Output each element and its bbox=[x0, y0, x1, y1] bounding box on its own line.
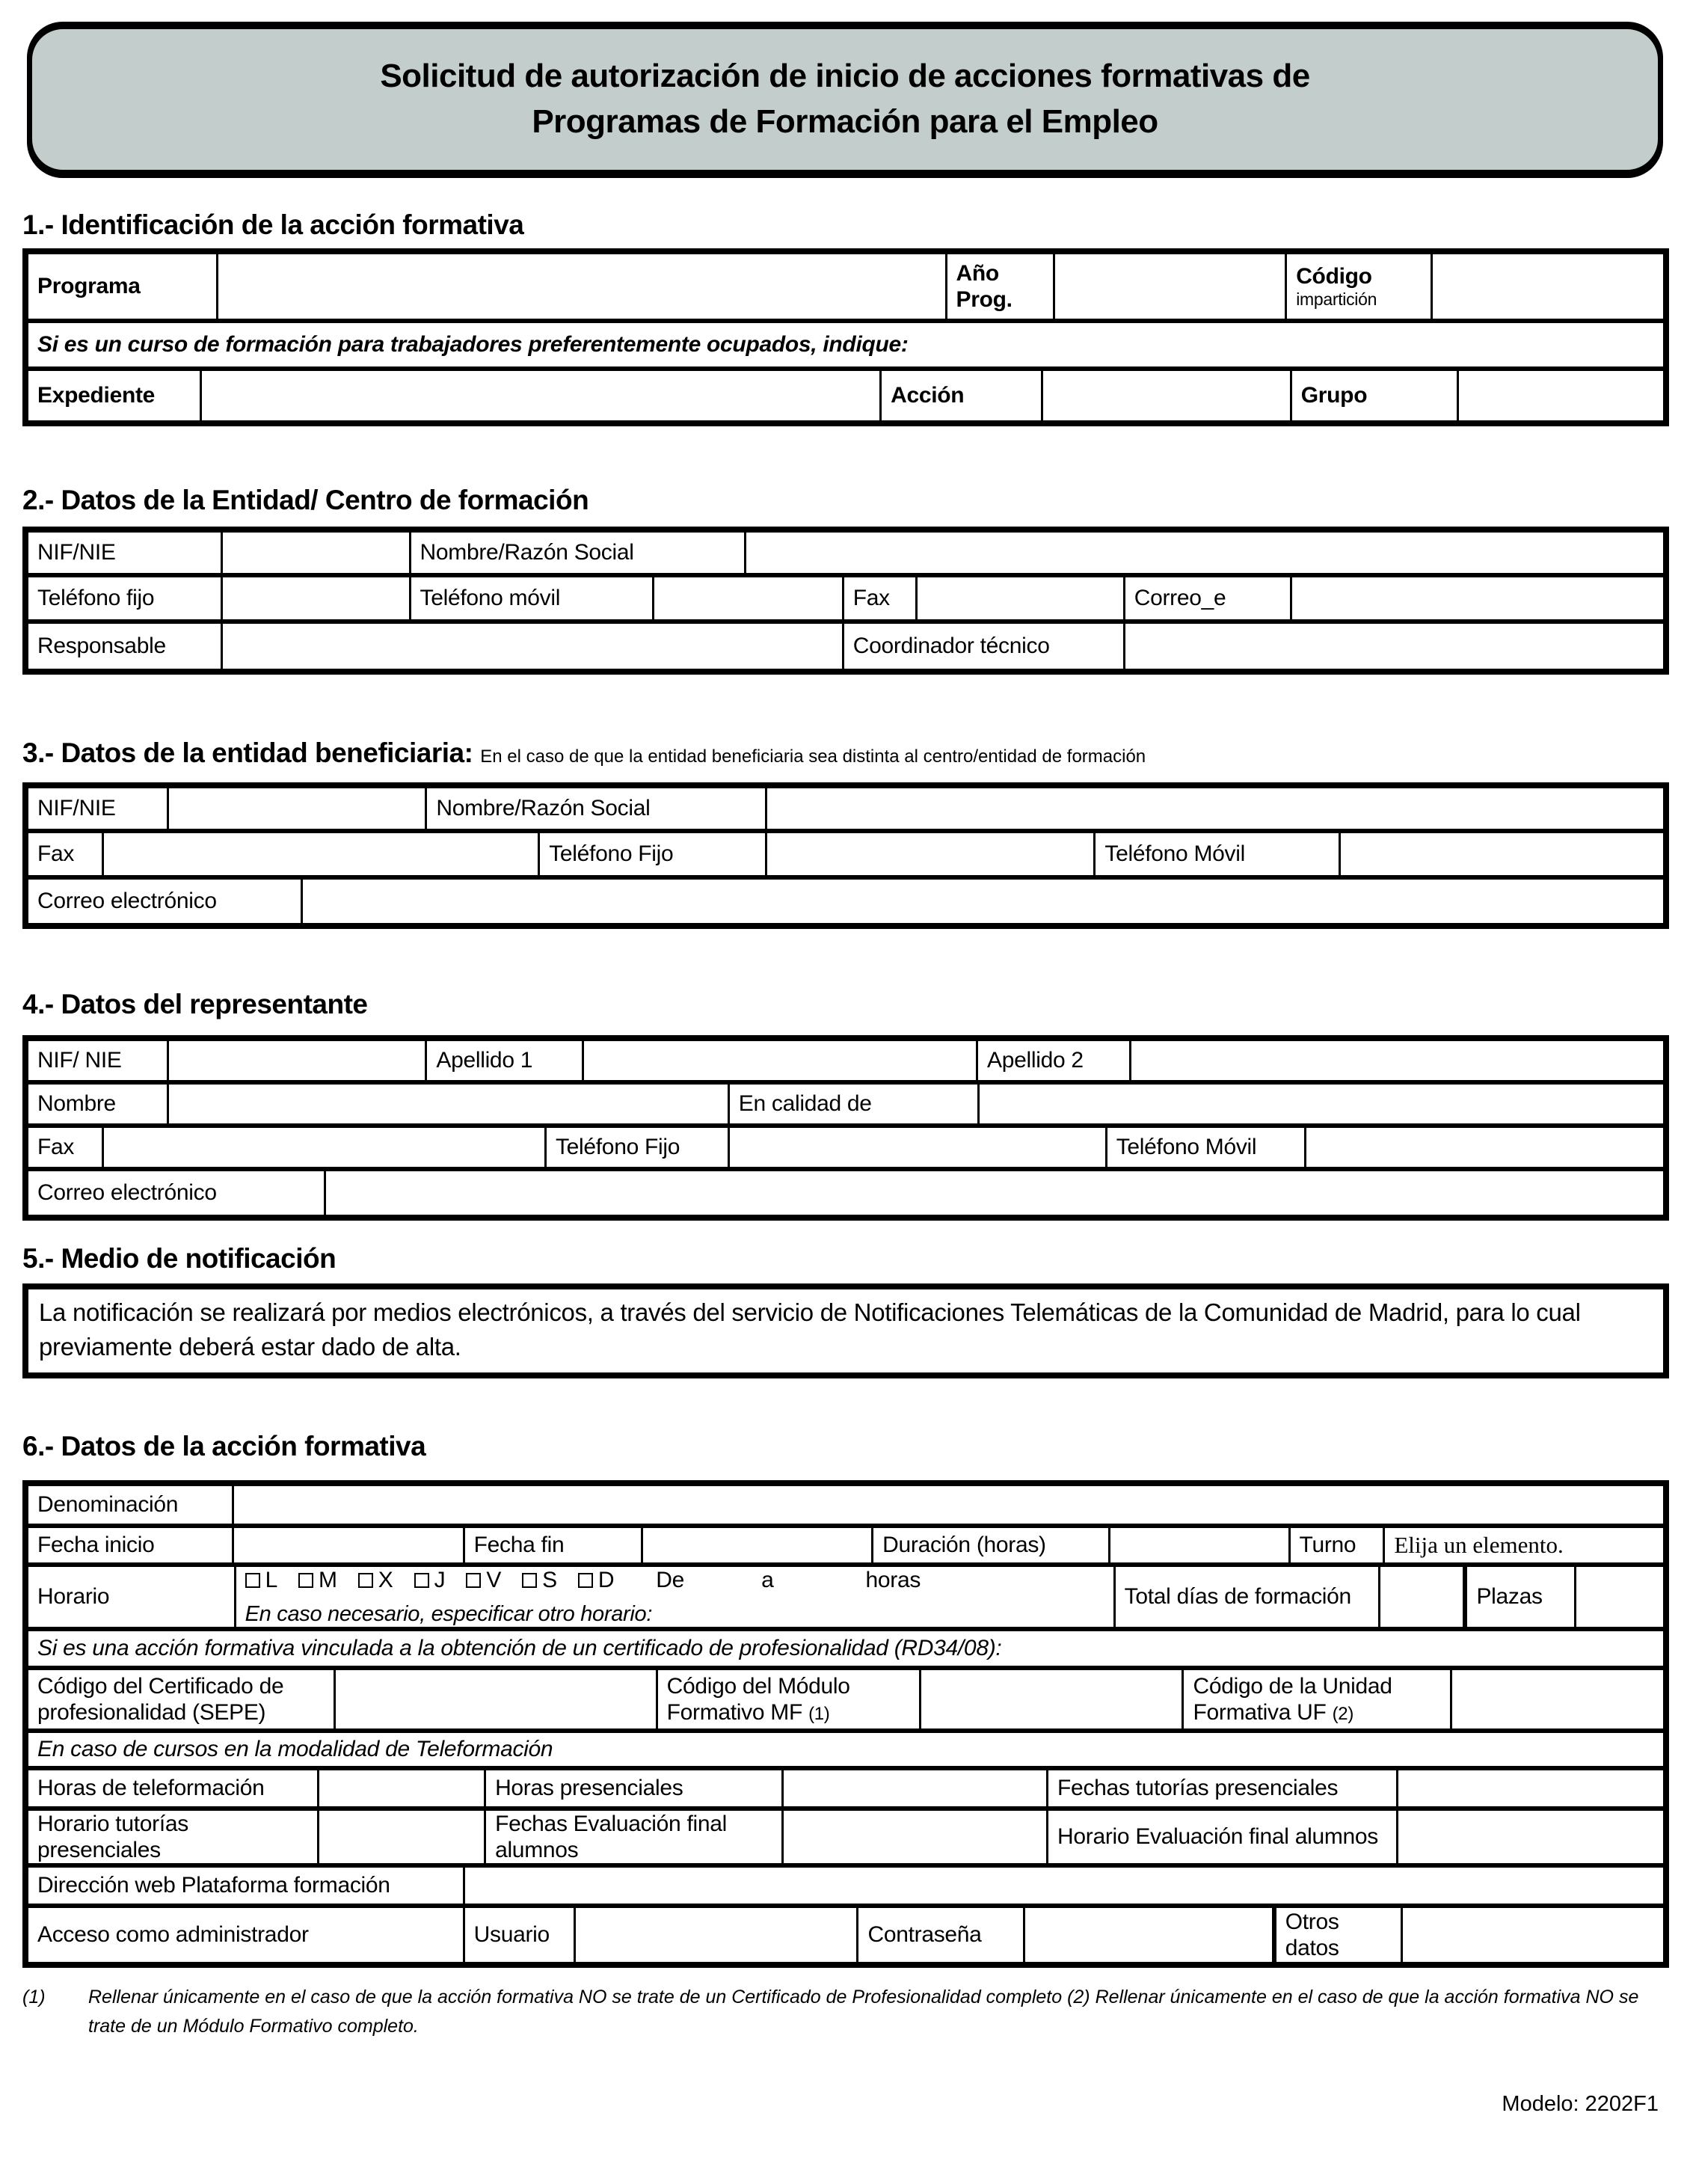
horario-tutorias-field[interactable] bbox=[319, 1811, 486, 1863]
section4-heading: 4.- Datos del representante bbox=[22, 989, 368, 1019]
usuario-field[interactable] bbox=[576, 1908, 858, 1962]
section4-table bbox=[22, 1035, 1669, 1221]
anio-prog-field[interactable] bbox=[1055, 254, 1287, 319]
hora-a-label: a bbox=[761, 1568, 774, 1593]
responsable-label: Responsable bbox=[28, 624, 223, 669]
section3-table bbox=[22, 782, 1669, 929]
fecha-inicio-field[interactable] bbox=[234, 1528, 464, 1562]
section2-heading: 2.- Datos de la Entidad/ Centro de formación bbox=[22, 485, 589, 515]
beneficiaria-fax-field[interactable] bbox=[104, 833, 541, 875]
section6-table bbox=[22, 1480, 1669, 1968]
table-row bbox=[28, 371, 1663, 420]
fechas-tutorias-field[interactable] bbox=[1398, 1770, 1663, 1806]
calidad-label: En calidad de bbox=[730, 1085, 980, 1123]
notification-notice-box: La notificación se realizará por medios electrónicos, a través del servicio de Notificaciones Telemáticas de la Comunidad de Madrid, para lo cual previamente deberá estar dado de alta. bbox=[22, 1283, 1669, 1378]
expediente-field[interactable] bbox=[202, 371, 882, 420]
duracion-label: Duración (horas) bbox=[873, 1528, 1110, 1562]
representante-correo-label: Correo electrónico bbox=[28, 1171, 326, 1215]
section1-heading: 1.- Identificación de la acción formativa bbox=[22, 209, 524, 240]
expediente-label: Expediente bbox=[28, 371, 202, 420]
contrasena-field[interactable] bbox=[1025, 1908, 1273, 1962]
footnote-marker: (1) bbox=[22, 1987, 46, 2008]
form-title-line1: Solicitud de autorización de inicio de acciones formativas de bbox=[380, 58, 1310, 95]
codigo-certificado-label: Código del Certificado de profesionalidad (SEPE) bbox=[28, 1670, 336, 1729]
total-dias-label: Total días de formación bbox=[1116, 1567, 1380, 1627]
section2-table bbox=[22, 527, 1669, 675]
duracion-field[interactable] bbox=[1110, 1528, 1290, 1562]
entidad-telefono-fijo-label: Teléfono fijo bbox=[28, 577, 223, 619]
table-row bbox=[28, 1733, 1663, 1770]
hora-de-label: De bbox=[656, 1568, 685, 1593]
table-row bbox=[28, 1085, 1663, 1128]
fecha-fin-label: Fecha fin bbox=[465, 1528, 643, 1562]
anio-label-line2: Prog. bbox=[956, 287, 1013, 312]
direccion-web-field[interactable] bbox=[465, 1868, 1663, 1904]
footnote bbox=[22, 1983, 1653, 2041]
representante-fax-field[interactable] bbox=[104, 1128, 547, 1167]
entidad-telefono-movil-label: Teléfono móvil bbox=[411, 577, 655, 619]
programa-label: Programa bbox=[28, 254, 218, 319]
accion-label: Acción bbox=[882, 371, 1043, 420]
turno-select[interactable]: Elija un elemento. bbox=[1394, 1531, 1564, 1558]
otros-datos-label: Otros datos bbox=[1274, 1908, 1404, 1962]
table-row bbox=[28, 880, 1663, 923]
denominacion-label: Denominación bbox=[28, 1486, 234, 1524]
horario-label: Horario bbox=[28, 1567, 236, 1627]
section6-heading: 6.- Datos de la acción formativa bbox=[22, 1431, 426, 1462]
day-martes-label: M bbox=[319, 1568, 337, 1593]
codigo-modulo-text: Código del Módulo Formativo MF bbox=[666, 1673, 850, 1726]
total-dias-field[interactable] bbox=[1380, 1567, 1466, 1627]
table-row bbox=[28, 1486, 1663, 1528]
grupo-field[interactable] bbox=[1459, 371, 1663, 420]
horario-days-line bbox=[245, 1567, 1104, 1593]
table-row bbox=[28, 788, 1663, 833]
checkbox-jueves-icon[interactable] bbox=[414, 1573, 429, 1588]
table-row bbox=[28, 323, 1663, 371]
representante-correo-field[interactable] bbox=[326, 1171, 1663, 1215]
codigo-unidad-label bbox=[1184, 1670, 1452, 1729]
horas-presenciales-label: Horas presenciales bbox=[486, 1770, 784, 1806]
day-martes bbox=[298, 1568, 337, 1592]
representante-nombre-label: Nombre bbox=[28, 1085, 169, 1123]
horario-tutorias-label: Horario tutorías presenciales bbox=[28, 1811, 319, 1863]
table-row bbox=[28, 624, 1663, 669]
plazas-field[interactable] bbox=[1576, 1567, 1663, 1627]
checkbox-sabado-icon[interactable] bbox=[522, 1573, 537, 1588]
beneficiaria-correo-label: Correo electrónico bbox=[28, 880, 303, 923]
table-row bbox=[28, 1631, 1663, 1670]
checkbox-miercoles-icon[interactable] bbox=[358, 1573, 373, 1588]
form-title-line2: Programas de Formación para el Empleo bbox=[532, 103, 1158, 140]
entidad-fax-label: Fax bbox=[844, 577, 918, 619]
plazas-label: Plazas bbox=[1465, 1567, 1576, 1627]
entidad-nif-field[interactable] bbox=[223, 533, 411, 573]
table-row bbox=[28, 254, 1663, 323]
turno-label: Turno bbox=[1291, 1528, 1386, 1562]
day-lunes-label: L bbox=[265, 1568, 277, 1593]
otro-horario-note: En caso necesario, especificar otro horario: bbox=[245, 1601, 653, 1626]
representante-telefono-movil-field[interactable] bbox=[1306, 1128, 1663, 1167]
entidad-nif-label: NIF/NIE bbox=[28, 533, 223, 573]
form-title-banner bbox=[27, 24, 1663, 175]
apellido2-label: Apellido 2 bbox=[978, 1041, 1131, 1080]
usuario-label: Usuario bbox=[465, 1908, 577, 1962]
representante-nif-field[interactable] bbox=[169, 1041, 427, 1080]
beneficiaria-telefono-fijo-label: Teléfono Fijo bbox=[540, 833, 767, 875]
table-row bbox=[28, 1567, 1663, 1631]
section3-heading-text: 3.- Datos de la entidad beneficiaria: bbox=[22, 737, 473, 768]
codigo-imparticion-field[interactable] bbox=[1433, 254, 1663, 319]
section3-heading bbox=[22, 737, 1669, 769]
codigo-certificado-field[interactable] bbox=[336, 1670, 658, 1729]
table-row bbox=[28, 1528, 1663, 1567]
codigo-sublabel: impartición bbox=[1296, 289, 1377, 310]
horas-label: horas bbox=[865, 1568, 921, 1593]
table-row bbox=[28, 1128, 1663, 1171]
section3-heading-note: En el caso de que la entidad beneficiaria sea distinta al centro/entidad de formación bbox=[480, 746, 1146, 767]
representante-telefono-movil-label: Teléfono Móvil bbox=[1107, 1128, 1307, 1167]
entidad-fax-field[interactable] bbox=[918, 577, 1125, 619]
codigo-modulo-footref: (1) bbox=[808, 1704, 830, 1725]
day-jueves bbox=[414, 1568, 446, 1592]
fechas-tutorias-label: Fechas tutorías presenciales bbox=[1048, 1770, 1398, 1806]
day-sabado-label: S bbox=[542, 1568, 557, 1593]
section5-heading: 5.- Medio de notificación bbox=[22, 1243, 337, 1274]
accion-field[interactable] bbox=[1043, 371, 1291, 420]
codigo-unidad-field[interactable] bbox=[1452, 1670, 1663, 1729]
calidad-field[interactable] bbox=[980, 1085, 1663, 1123]
checkbox-lunes-icon[interactable] bbox=[245, 1573, 260, 1588]
entidad-correo-field[interactable] bbox=[1292, 577, 1663, 619]
beneficiaria-telefono-movil-label: Teléfono Móvil bbox=[1096, 833, 1341, 875]
day-domingo bbox=[578, 1568, 614, 1592]
entidad-correo-label: Correo_e bbox=[1125, 577, 1292, 619]
model-number: Modelo: 2202F1 bbox=[1502, 2091, 1659, 2116]
fechas-evaluacion-field[interactable] bbox=[784, 1811, 1048, 1863]
codigo-unidad-text: Código de la Unidad Formativa UF bbox=[1193, 1673, 1392, 1726]
table-row bbox=[28, 1770, 1663, 1811]
representante-telefono-fijo-field[interactable] bbox=[730, 1128, 1107, 1167]
entidad-nombre-label: Nombre/Razón Social bbox=[411, 533, 746, 573]
teleformacion-note: En caso de cursos en la modalidad de Teleformación bbox=[37, 1737, 553, 1762]
fecha-inicio-label: Fecha inicio bbox=[28, 1528, 234, 1562]
section1-conditional-note: Si es un curso de formación para trabajadores preferentemente ocupados, indique: bbox=[37, 332, 909, 358]
beneficiaria-nif-field[interactable] bbox=[169, 788, 427, 829]
representante-fax-label: Fax bbox=[28, 1128, 104, 1167]
otros-datos-field[interactable] bbox=[1403, 1908, 1663, 1962]
table-row bbox=[28, 1908, 1663, 1962]
apellido2-field[interactable] bbox=[1131, 1041, 1663, 1080]
beneficiaria-nombre-field[interactable] bbox=[767, 788, 1663, 829]
checkbox-martes-icon[interactable] bbox=[298, 1573, 313, 1588]
fecha-fin-field[interactable] bbox=[643, 1528, 873, 1562]
horario-schedule-cell bbox=[236, 1567, 1116, 1627]
entidad-telefono-movil-field[interactable] bbox=[654, 577, 844, 619]
acceso-administrador-label: Acceso como administrador bbox=[28, 1908, 465, 1962]
codigo-unidad-footref: (2) bbox=[1332, 1704, 1354, 1725]
responsable-field[interactable] bbox=[223, 624, 844, 669]
apellido1-label: Apellido 1 bbox=[427, 1041, 584, 1080]
representante-nif-label: NIF/ NIE bbox=[28, 1041, 169, 1080]
table-row bbox=[28, 1811, 1663, 1868]
table-row bbox=[28, 577, 1663, 624]
horas-presenciales-field[interactable] bbox=[784, 1770, 1048, 1806]
day-viernes-label: V bbox=[486, 1568, 502, 1593]
day-lunes bbox=[245, 1568, 277, 1592]
horas-teleformacion-field[interactable] bbox=[319, 1770, 486, 1806]
codigo-imparticion-label bbox=[1287, 254, 1433, 319]
checkbox-domingo-icon[interactable] bbox=[578, 1573, 593, 1588]
coordinador-field[interactable] bbox=[1125, 624, 1663, 669]
table-row bbox=[28, 533, 1663, 577]
beneficiaria-telefono-movil-field[interactable] bbox=[1341, 833, 1663, 875]
anio-prog-label bbox=[947, 254, 1055, 319]
certificado-note: Si es una acción formativa vinculada a la obtención de un certificado de profesionalidad (RD34/08): bbox=[37, 1636, 1002, 1661]
day-sabado bbox=[522, 1568, 557, 1592]
checkbox-viernes-icon[interactable] bbox=[466, 1573, 481, 1588]
representante-telefono-fijo-label: Teléfono Fijo bbox=[547, 1128, 730, 1167]
day-miercoles bbox=[358, 1568, 393, 1592]
beneficiaria-telefono-fijo-field[interactable] bbox=[767, 833, 1096, 875]
coordinador-label: Coordinador técnico bbox=[844, 624, 1125, 669]
table-row bbox=[28, 1868, 1663, 1908]
contrasena-label: Contraseña bbox=[858, 1908, 1025, 1962]
beneficiaria-nombre-label: Nombre/Razón Social bbox=[427, 788, 767, 829]
representante-nombre-field[interactable] bbox=[169, 1085, 730, 1123]
table-row bbox=[28, 833, 1663, 880]
beneficiaria-fax-label: Fax bbox=[28, 833, 104, 875]
programa-field[interactable] bbox=[218, 254, 947, 319]
day-viernes bbox=[466, 1568, 501, 1592]
beneficiaria-correo-field[interactable] bbox=[303, 880, 1663, 923]
entidad-nombre-field[interactable] bbox=[746, 533, 1663, 573]
horario-evaluacion-label: Horario Evaluación final alumnos bbox=[1048, 1811, 1398, 1863]
denominacion-field[interactable] bbox=[234, 1486, 1663, 1524]
day-jueves-label: J bbox=[434, 1568, 446, 1593]
horario-evaluacion-field[interactable] bbox=[1398, 1811, 1663, 1863]
beneficiaria-nif-label: NIF/NIE bbox=[28, 788, 169, 829]
codigo-label: Código bbox=[1296, 263, 1372, 289]
day-domingo-label: D bbox=[597, 1568, 615, 1593]
table-row bbox=[28, 1171, 1663, 1215]
horas-teleformacion-label: Horas de teleformación bbox=[28, 1770, 319, 1806]
fechas-evaluacion-label: Fechas Evaluación final alumnos bbox=[486, 1811, 784, 1863]
table-row bbox=[28, 1670, 1663, 1733]
direccion-web-label: Dirección web Plataforma formación bbox=[28, 1868, 465, 1904]
footnote-text: Rellenar únicamente en el caso de que la acción formativa NO se trate de un Certificado de Profesionalidad completo (2) Rellenar únicamente en el caso de que la acción formativa NO se trate de un Módulo Formativo completo. bbox=[88, 1987, 1639, 2037]
anio-label-line1: Año bbox=[956, 260, 999, 286]
apellido1-field[interactable] bbox=[584, 1041, 978, 1080]
grupo-label: Grupo bbox=[1292, 371, 1459, 420]
day-miercoles-label: X bbox=[378, 1568, 393, 1593]
table-row bbox=[28, 1041, 1663, 1085]
codigo-modulo-field[interactable] bbox=[921, 1670, 1184, 1729]
codigo-modulo-label bbox=[658, 1670, 921, 1729]
entidad-telefono-fijo-field[interactable] bbox=[223, 577, 411, 619]
section1-table bbox=[22, 248, 1669, 426]
